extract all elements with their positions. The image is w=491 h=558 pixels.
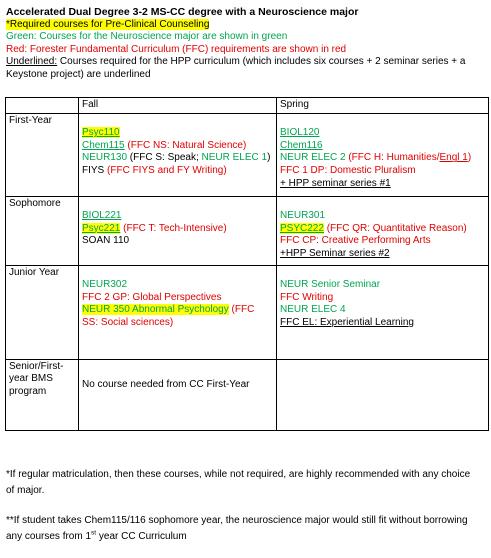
legend-header	[6, 6, 487, 81]
ffc-experiential-learning: FFC EL: Experiential Learning	[280, 316, 414, 328]
hpp-seminar-1: + HPP seminar series #1	[280, 177, 391, 189]
course-biol221: BIOL221	[82, 210, 122, 222]
ffc-tech-intensive: (FFC T: Tech-Intensive)	[120, 222, 227, 234]
table-row-first-year	[6, 113, 489, 196]
ffc-fiys: (FFC FIYS and FY Writing)	[107, 164, 227, 176]
course-neur350: NEUR 350 Abnormal Psychology	[82, 304, 229, 316]
row-label-first-year: First-Year	[6, 113, 79, 196]
page-title: Accelerated Dual Degree 3-2 MS-CC degree with a Neuroscience major	[6, 6, 359, 18]
required-note-text: *Required courses for Pre-Clinical Counseling	[6, 18, 210, 30]
ffc-social-sciences: (FFC SS: Social sciences)	[82, 304, 255, 328]
red-note: Red: Forester Fundamental Curriculum (FFC) requirements are shown in red	[6, 43, 347, 55]
course-biol120: BIOL120	[280, 127, 320, 139]
table-row-junior	[6, 265, 489, 359]
underlined-note	[6, 56, 487, 81]
ffc-domestic-pluralism: FFC 1 DP: Domestic Pluralism	[280, 164, 416, 176]
course-neur301: NEUR301	[280, 210, 326, 222]
junior-fall-cell	[79, 265, 277, 359]
sophomore-spring-cell	[277, 196, 489, 265]
senior-fall-cell: No course needed from CC First-Year	[79, 359, 277, 430]
course-soan110: SOAN 110	[82, 235, 130, 247]
row-label-junior: Junior Year	[6, 265, 79, 359]
neur-elec-2: NEUR ELEC 2	[280, 152, 346, 164]
junior-spring-cell	[277, 265, 489, 359]
senior-spring-cell	[277, 359, 489, 430]
required-note	[6, 19, 487, 32]
first-year-spring-cell	[277, 113, 489, 196]
sophomore-fall-cell	[79, 196, 277, 265]
course-psyc222: PSYC222	[280, 222, 324, 234]
course-neur302: NEUR302	[82, 279, 128, 291]
footnote-2-sup: st	[91, 529, 97, 537]
ffc-humanities-close: )	[467, 152, 472, 164]
footnote-chem-sophomore	[6, 513, 476, 545]
table-row-senior	[6, 359, 489, 430]
course-plan-table	[5, 97, 489, 431]
ffc-humanities: (FFC H: Humanities/	[345, 152, 440, 164]
course-fiys: FIYS	[82, 164, 108, 176]
row-label-senior: Senior/First-year BMS program	[6, 359, 79, 430]
header-cell-spring: Spring	[277, 98, 489, 114]
table-header-row	[6, 98, 489, 114]
footnote-2-tail: year CC Curriculum	[96, 531, 187, 542]
neur-elec-4: NEUR ELEC 4	[280, 304, 346, 316]
row-label-sophomore: Sophomore	[6, 196, 79, 265]
neur-elec-1: NEUR ELEC 1	[201, 152, 268, 164]
course-neur-senior-seminar: NEUR Senior Seminar	[280, 279, 381, 291]
ffc-quantitative-reason: (FFC QR: Quantitative Reason)	[323, 222, 467, 234]
course-chem115: Chem115	[82, 139, 125, 151]
footnote-regular-matriculation: *If regular matriculation, then these courses, while not required, are highly recommended with any choice of major.	[6, 469, 471, 496]
footnote-2-text: **If student takes Chem115/116 sophomore year, the neuroscience major would still fit without borrowing any courses from 1	[6, 515, 468, 542]
first-year-fall-cell	[79, 113, 277, 196]
ffc-global-perspectives: FFC 2 GP: Global Perspectives	[82, 291, 222, 303]
green-note: Green: Courses for the Neuroscience major are shown in green	[6, 31, 288, 42]
ffc-speak: (FFC S: Speak;	[127, 152, 202, 164]
course-psyc110: Psyc110	[82, 127, 120, 139]
ffc-creative-performing-arts: FFC CP: Creative Performing Arts	[280, 235, 431, 247]
table-row-sophomore	[6, 196, 489, 265]
course-engl1: Engl 1	[439, 152, 468, 164]
course-chem116: Chem116	[280, 139, 323, 151]
underlined-label: Underlined:	[6, 56, 58, 67]
ffc-speak-close: )	[267, 152, 271, 164]
ffc-natural-science: (FFC NS: Natural Science)	[124, 139, 247, 151]
course-psyc221: Psyc221	[82, 222, 121, 234]
course-neur130: NEUR130	[82, 152, 128, 164]
ffc-writing: FFC Writing	[280, 291, 334, 303]
hpp-seminar-2: +HPP Seminar series #2	[280, 247, 390, 259]
underlined-text: Courses required for the HPP curriculum (which includes six courses + 2 seminar series + a Keystone project) are underlined	[6, 56, 466, 80]
header-cell-fall: Fall	[79, 98, 277, 114]
header-cell-empty	[6, 98, 79, 114]
